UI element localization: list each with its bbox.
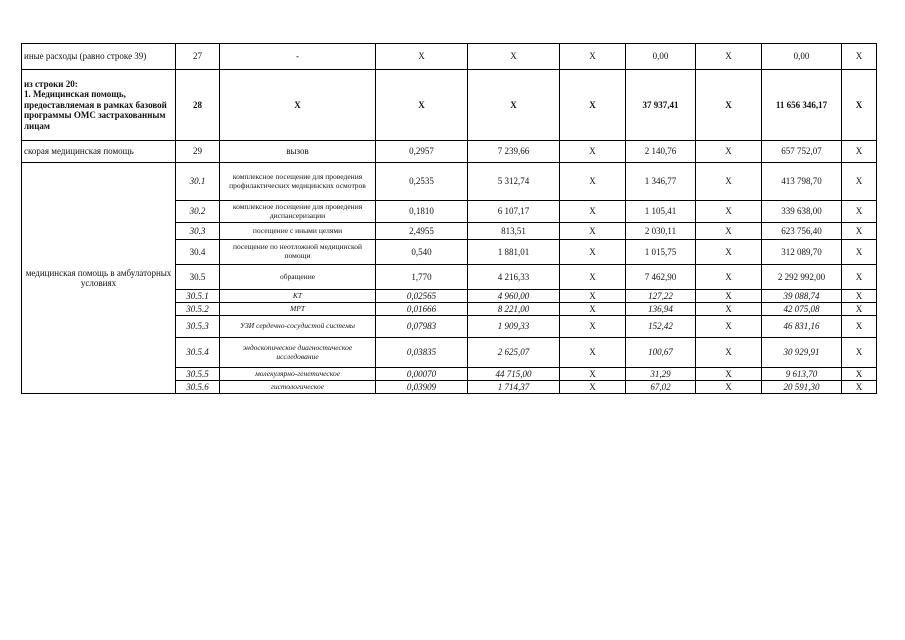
x-cell: X (560, 201, 626, 223)
table-row (22, 141, 877, 163)
cost-cell: 1 881,01 (468, 240, 560, 265)
cost-cell: 8 221,00 (468, 303, 560, 316)
x-cell: X (842, 265, 877, 290)
x-cell: X (696, 368, 762, 381)
unit-cell: комплексное посещение для проведения диспансеризации (220, 201, 376, 223)
per-capita-cell: 1 015,75 (626, 240, 696, 265)
x-cell: X (842, 368, 877, 381)
x-cell: X (696, 303, 762, 316)
cost-cell: 4 216,33 (468, 265, 560, 290)
volume-cell: X (376, 70, 468, 141)
volume-cell: 0,2957 (376, 141, 468, 163)
volume-cell: 0,01666 (376, 303, 468, 316)
volume-cell: 0,02565 (376, 290, 468, 303)
cost-cell: 2 625,07 (468, 338, 560, 368)
total-cell: 339 638,00 (762, 201, 842, 223)
total-cell: 30 929,91 (762, 338, 842, 368)
x-cell: X (842, 201, 877, 223)
cost-cell: 1 909,33 (468, 316, 560, 338)
row-number: 28 (176, 70, 220, 141)
financing-table (21, 43, 877, 394)
table-row (22, 163, 877, 201)
row-number: 30.2 (176, 201, 220, 223)
x-cell: X (560, 44, 626, 70)
x-cell: X (842, 316, 877, 338)
unit-cell: посещение с иными целями (220, 223, 376, 240)
cost-cell: 44 715,00 (468, 368, 560, 381)
x-cell: X (696, 223, 762, 240)
unit-cell: вызов (220, 141, 376, 163)
unit-cell: молекулярно-генетическое (220, 368, 376, 381)
per-capita-cell: 2 030,11 (626, 223, 696, 240)
per-capita-cell: 2 140,76 (626, 141, 696, 163)
row-name-main: 1. Медицинская помощь, предоставляемая в рамках базовой программы ОМС застрахованным лицам (24, 89, 167, 131)
volume-cell: 0,00070 (376, 368, 468, 381)
volume-cell: 0,1810 (376, 201, 468, 223)
row-name: скорая медицинская помощь (22, 141, 176, 163)
x-cell: X (560, 338, 626, 368)
volume-cell: X (376, 44, 468, 70)
x-cell: X (696, 163, 762, 201)
x-cell: X (842, 141, 877, 163)
row-number: 30.3 (176, 223, 220, 240)
per-capita-cell: 1 105,41 (626, 201, 696, 223)
per-capita-cell: 7 462,90 (626, 265, 696, 290)
total-cell: 46 831,16 (762, 316, 842, 338)
x-cell: X (560, 240, 626, 265)
row-number: 30.5.6 (176, 381, 220, 394)
cost-cell: 813,51 (468, 223, 560, 240)
per-capita-cell: 136,94 (626, 303, 696, 316)
unit-cell: гистологическое (220, 381, 376, 394)
unit-cell: обращение (220, 265, 376, 290)
x-cell: X (842, 290, 877, 303)
x-cell: X (696, 265, 762, 290)
x-cell: X (560, 316, 626, 338)
row-name-prefix: из строки 20: (24, 79, 78, 90)
x-cell: X (842, 163, 877, 201)
x-cell: X (696, 381, 762, 394)
row-number: 27 (176, 44, 220, 70)
x-cell: X (696, 290, 762, 303)
row-number: 29 (176, 141, 220, 163)
per-capita-cell: 37 937,41 (626, 70, 696, 141)
row-number: 30.5.4 (176, 338, 220, 368)
volume-cell: 0,540 (376, 240, 468, 265)
row-number: 30.5.5 (176, 368, 220, 381)
x-cell: X (842, 303, 877, 316)
x-cell: X (560, 223, 626, 240)
row-number: 30.4 (176, 240, 220, 265)
unit-cell: эндоскопическое диагностическое исследование (220, 338, 376, 368)
row-number: 30.5 (176, 265, 220, 290)
row-number: 30.5.1 (176, 290, 220, 303)
x-cell: X (560, 303, 626, 316)
x-cell: X (842, 338, 877, 368)
cost-cell: 4 960,00 (468, 290, 560, 303)
x-cell: X (696, 141, 762, 163)
table-row (22, 70, 877, 141)
volume-cell: 0,2535 (376, 163, 468, 201)
volume-cell: 0,07983 (376, 316, 468, 338)
x-cell: X (696, 316, 762, 338)
volume-cell: 1,770 (376, 265, 468, 290)
total-cell: 413 798,70 (762, 163, 842, 201)
table-row (22, 44, 877, 70)
per-capita-cell: 100,67 (626, 338, 696, 368)
x-cell: X (842, 223, 877, 240)
row-name (22, 70, 176, 141)
x-cell: X (560, 70, 626, 141)
total-cell: 20 591,30 (762, 381, 842, 394)
x-cell: X (696, 201, 762, 223)
unit-cell: - (220, 44, 376, 70)
x-cell: X (560, 368, 626, 381)
total-cell: 657 752,07 (762, 141, 842, 163)
volume-cell: 0,03909 (376, 381, 468, 394)
unit-cell: УЗИ сердечно-сосудистой системы (220, 316, 376, 338)
volume-cell: 0,03835 (376, 338, 468, 368)
unit-cell: КТ (220, 290, 376, 303)
total-cell: 11 656 346,17 (762, 70, 842, 141)
unit-cell: МРТ (220, 303, 376, 316)
x-cell: X (560, 290, 626, 303)
row-number: 30.5.2 (176, 303, 220, 316)
x-cell: X (696, 70, 762, 141)
per-capita-cell: 127,22 (626, 290, 696, 303)
total-cell: 39 088,74 (762, 290, 842, 303)
cost-cell: 6 107,17 (468, 201, 560, 223)
cost-cell: X (468, 44, 560, 70)
per-capita-cell: 0,00 (626, 44, 696, 70)
row-name: медицинская помощь в амбулаторных условиях (22, 163, 176, 394)
total-cell: 312 089,70 (762, 240, 842, 265)
x-cell: X (842, 44, 877, 70)
x-cell: X (696, 44, 762, 70)
unit-cell: комплексное посещение для проведения профилактических медицинских осмотров (220, 163, 376, 201)
x-cell: X (696, 240, 762, 265)
total-cell: 42 075,08 (762, 303, 842, 316)
per-capita-cell: 67,02 (626, 381, 696, 394)
per-capita-cell: 1 346,77 (626, 163, 696, 201)
x-cell: X (560, 163, 626, 201)
total-cell: 2 292 992,00 (762, 265, 842, 290)
x-cell: X (560, 265, 626, 290)
per-capita-cell: 31,29 (626, 368, 696, 381)
cost-cell: 5 312,74 (468, 163, 560, 201)
x-cell: X (560, 381, 626, 394)
total-cell: 0,00 (762, 44, 842, 70)
row-name: иные расходы (равно строке 39) (22, 44, 176, 70)
x-cell: X (842, 381, 877, 394)
x-cell: X (842, 240, 877, 265)
x-cell: X (560, 141, 626, 163)
volume-cell: 2,4955 (376, 223, 468, 240)
x-cell: X (842, 70, 877, 141)
cost-cell: 7 239,66 (468, 141, 560, 163)
total-cell: 623 756,40 (762, 223, 842, 240)
unit-cell: посещение по неотложной медицинской помощи (220, 240, 376, 265)
row-number: 30.5.3 (176, 316, 220, 338)
row-number: 30.1 (176, 163, 220, 201)
x-cell: X (696, 338, 762, 368)
cost-cell: X (468, 70, 560, 141)
total-cell: 9 613,70 (762, 368, 842, 381)
unit-cell: X (220, 70, 376, 141)
per-capita-cell: 152,42 (626, 316, 696, 338)
cost-cell: 1 714,37 (468, 381, 560, 394)
